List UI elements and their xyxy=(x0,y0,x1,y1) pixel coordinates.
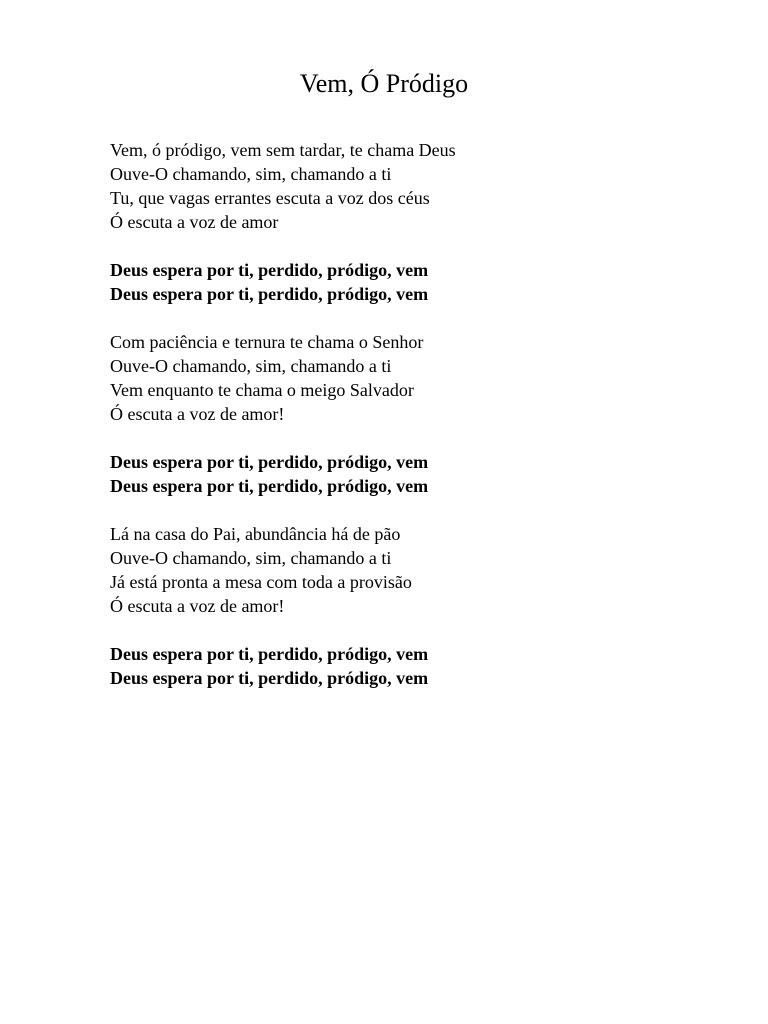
verse-line: Ouve-O chamando, sim, chamando a ti xyxy=(110,356,392,376)
chorus-line: Deus espera por ti, perdido, pródigo, vem xyxy=(110,260,429,280)
verse-line: Tu, que vagas errantes escuta a voz dos céus xyxy=(110,188,430,208)
verse-line: Já está pronta a mesa com toda a provisão xyxy=(110,572,412,592)
verse-2 xyxy=(110,330,710,426)
chorus-3 xyxy=(110,642,710,690)
chorus-line: Deus espera por ti, perdido, pródigo, vem xyxy=(110,644,429,664)
verse-line: Vem enquanto te chama o meigo Salvador xyxy=(110,380,414,400)
page-title: Vem, Ó Pródigo xyxy=(299,69,469,98)
verse-3 xyxy=(110,522,710,618)
chorus-1 xyxy=(110,258,710,306)
verse-line: Com paciência e ternura te chama o Senhor xyxy=(110,332,424,352)
lyrics-body xyxy=(110,138,710,714)
chorus-line: Deus espera por ti, perdido, pródigo, vem xyxy=(110,476,429,496)
chorus-line: Deus espera por ti, perdido, pródigo, vem xyxy=(110,452,429,472)
verse-line: Ó escuta a voz de amor! xyxy=(110,404,285,424)
verse-line: Ó escuta a voz de amor xyxy=(110,212,279,232)
verse-line: Ouve-O chamando, sim, chamando a ti xyxy=(110,548,392,568)
verse-line: Vem, ó pródigo, vem sem tardar, te chama Deus xyxy=(110,140,456,160)
chorus-line: Deus espera por ti, perdido, pródigo, vem xyxy=(110,284,429,304)
verse-line: Lá na casa do Pai, abundância há de pão xyxy=(110,524,401,544)
verse-line: Ó escuta a voz de amor! xyxy=(110,596,285,616)
chorus-line: Deus espera por ti, perdido, pródigo, vem xyxy=(110,668,429,688)
verse-1 xyxy=(110,138,710,234)
chorus-2 xyxy=(110,450,710,498)
verse-line: Ouve-O chamando, sim, chamando a ti xyxy=(110,164,392,184)
